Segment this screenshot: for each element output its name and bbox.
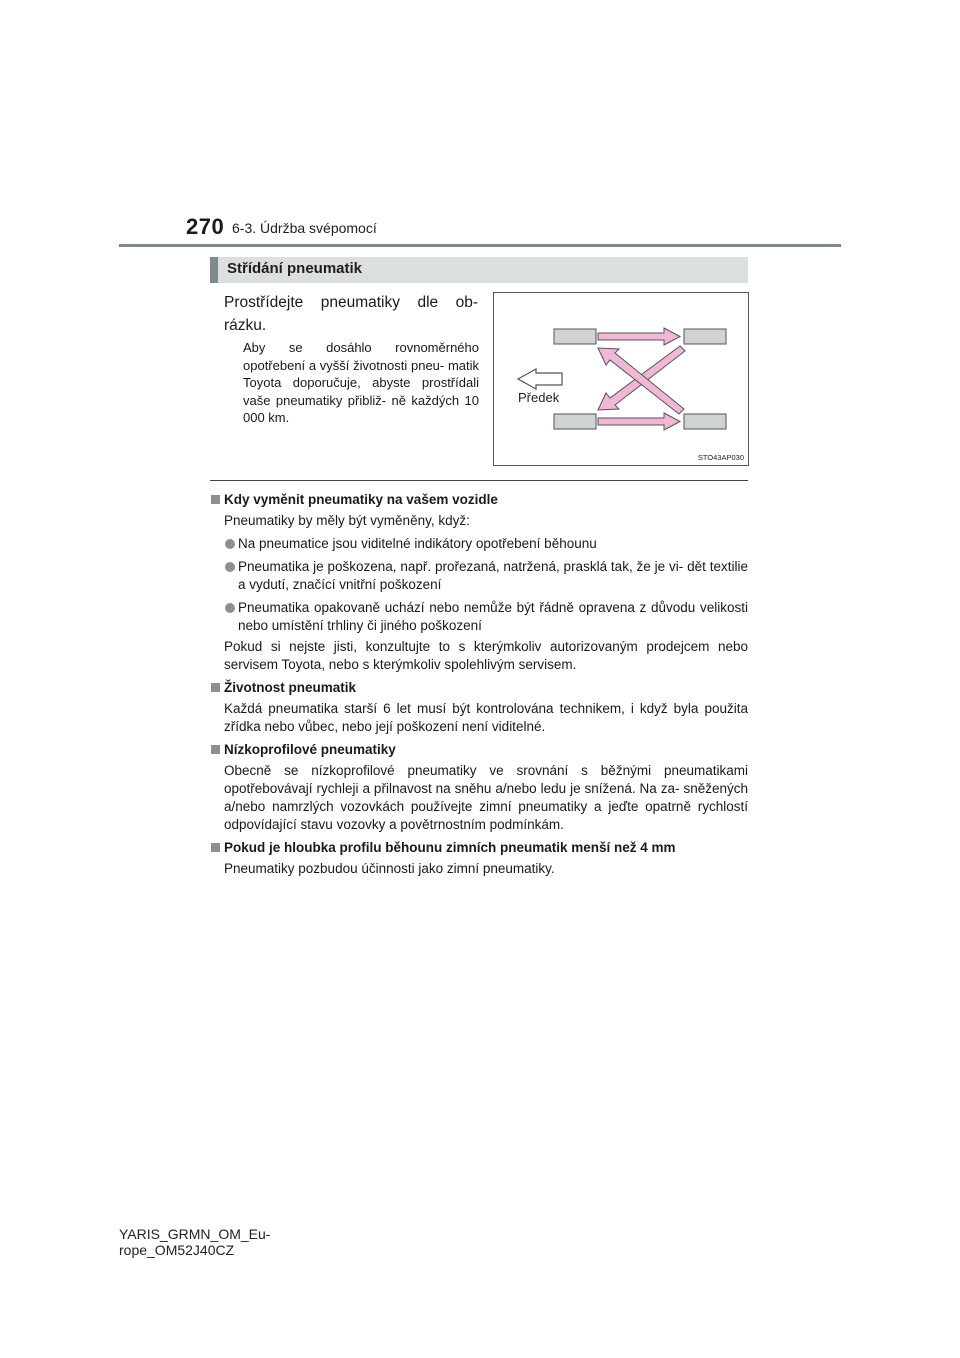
item-title-tread-depth: Pokud je hloubka profilu běhounu zimních pneumatik menší než 4 mm: [210, 839, 748, 857]
item-text: Pneumatiky pozbudou účinnosti jako zimní pneumatiky.: [224, 861, 555, 876]
bullet-item: Na pneumatice jsou viditelné indikátory opotřebení běhounu: [210, 535, 748, 553]
tire-front-left: [554, 329, 596, 344]
square-bullet-icon: [211, 745, 220, 754]
footer-line: YARIS_GRMN_OM_Eu-: [119, 1226, 271, 1242]
square-bullet-icon: [211, 843, 220, 852]
item-title-low-profile: Nízkoprofilové pneumatiky: [210, 741, 748, 759]
section-header: [210, 257, 748, 283]
content-divider: [210, 480, 748, 481]
tire-rotation-diagram: [493, 292, 749, 466]
item-text: Každá pneumatika starší 6 let musí být kontrolována technikem, i když byla použita zřídka nebo vůbec, nebo její poškození není viditelné.: [224, 701, 748, 734]
front-direction-arrow: [518, 369, 562, 389]
item-title-tire-life: Životnost pneumatik: [210, 679, 748, 697]
round-bullet-icon: [225, 539, 235, 549]
square-bullet-icon: [211, 495, 220, 504]
footer-line: rope_OM52J40CZ: [119, 1242, 235, 1258]
rotation-diagram-graphic: [494, 293, 750, 467]
arrow-front-left-to-front-right: [598, 328, 680, 345]
intro-note: Aby se dosáhlo rovnoměrného opotřebení a vyšší životnosti pneu- matik Toyota doporučuje, abyste prostřídali vaše pneumatiky přibliž- ně každých 10 000 km.: [243, 340, 479, 425]
tire-rear-right: [684, 414, 726, 429]
round-bullet-icon: [225, 603, 235, 613]
round-bullet-icon: [225, 562, 235, 572]
intro-text: Prostřídejte pneumatiky dle ob- rázku.: [224, 294, 478, 334]
square-bullet-icon: [211, 683, 220, 692]
front-label: Předek: [518, 390, 560, 405]
item-text: Obecně se nízkoprofilové pneumatiky ve srovnání s běžnými pneumatikami opotřebovávají rychleji a přilnavost na sněhu a/nebo ledu je snížená. Na za- sněžených a/nebo namrzlých vozovkách používejte zimní pneumatiky a jeďte opatrně rychlostí odpovídající stavu vozovky a povětrnostním podmínkám.: [224, 763, 748, 832]
item-title-tire-replacement: Kdy vyměnit pneumatiky na vašem vozidle: [210, 491, 748, 509]
section-title: Střídání pneumatik: [227, 260, 363, 277]
item-text: Pokud si nejste jisti, konzultujte to s kterýmkoliv autorizovaným prodejcem nebo servisem Toyota, nebo s kterýmkoliv spolehlivým servisem.: [224, 639, 748, 672]
bullet-item: Pneumatika opakovaně uchází nebo nemůže být řádně opravena z důvodu velikosti nebo umístění trhliny či jiného poškození: [210, 599, 748, 635]
bullet-item: Pneumatika je poškozena, např. prořezaná, natržená, prasklá tak, že je vi- dět textilie a vydutí, značící vnitřní poškození: [210, 558, 748, 594]
arrow-rear-left-to-rear-right: [598, 413, 680, 430]
chapter-title: 6-3. Údržba svépomocí: [232, 220, 377, 236]
tire-rear-left: [554, 414, 596, 429]
footer-code: [119, 1226, 270, 1258]
content: [210, 486, 748, 878]
header-divider: [119, 244, 841, 247]
diagram-code: STO43AP030: [697, 453, 744, 462]
item-text: Pneumatiky by měly být vyměněny, když:: [224, 513, 470, 528]
page-number: 270: [186, 214, 225, 239]
tire-front-right: [684, 329, 726, 344]
